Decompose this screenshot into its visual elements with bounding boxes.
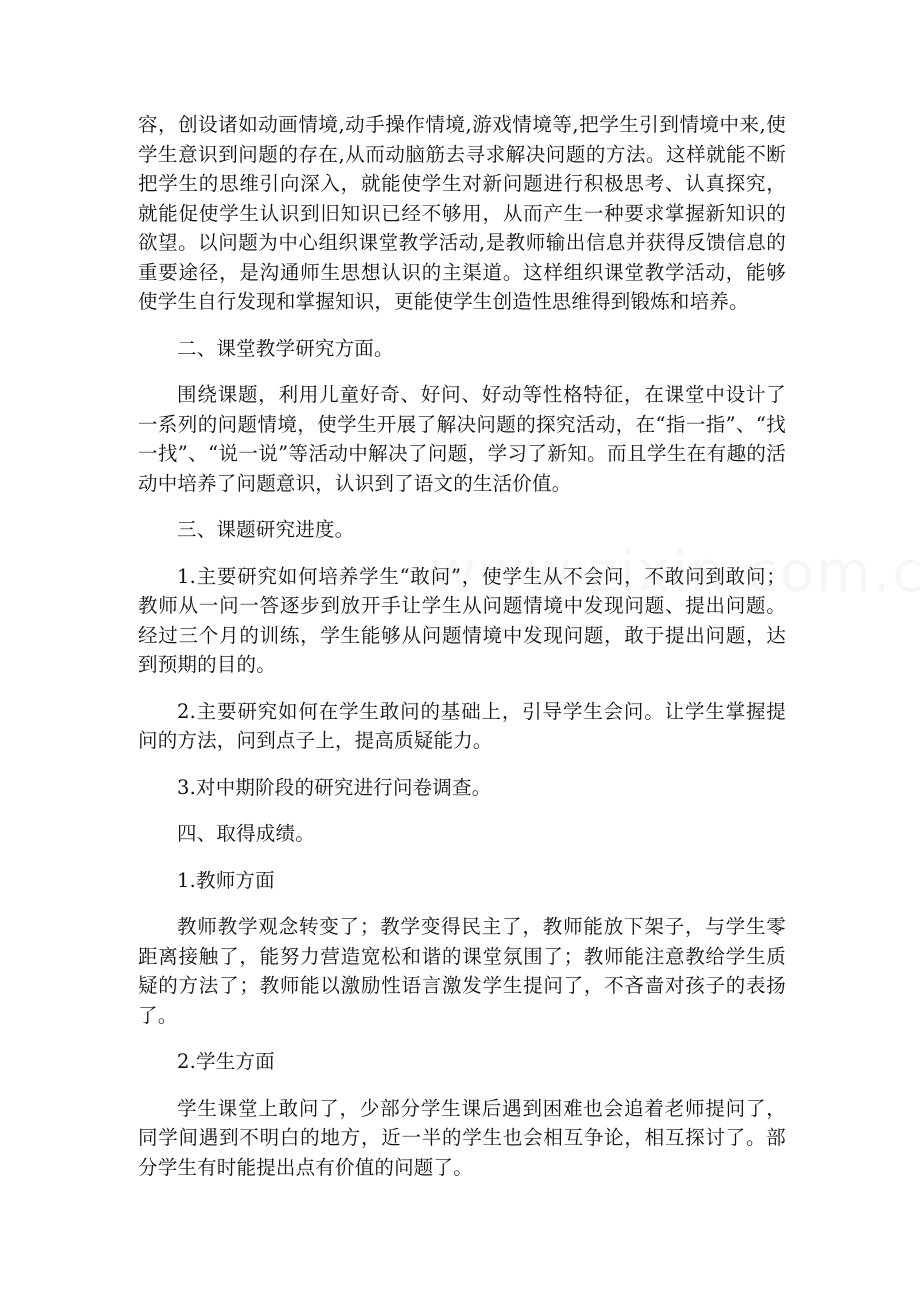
subheading-students: 2.学生方面 <box>177 1050 275 1073</box>
paragraph-continuation: 容，创设诸如动画情境,动手操作情境,游戏情境等,把学生引到情境中来,使学生意识到问题的存在,从而动脑筋去寻求解决问题的方法。这样就能不断把学生的思维引向深入，就能使学生对新问题进行积极思考、认真探究，就能促使学生认识到旧知识已经不够用，从而产生一种要求掌握新知识的欲望。以问题为中心组织课堂教学活动,是教师输出信息并获得反馈信息的重要途径，是沟通师生思想认识的主渠道。这样组织课堂教学活动，能够使学生自行发现和掌握知识，更能使学生创造性思维得到锻炼和培养。 <box>138 113 786 313</box>
document-page <box>138 110 786 1199</box>
subheading-teachers: 1.教师方面 <box>177 868 275 892</box>
paragraph-teachers: 教师教学观念转变了；教学变得民主了，教师能放下架子，与学生零距离接触了，能努力营造宽松和谐的课堂氛围了；教师能注意教给学生质疑的方法了；教师能以激励性语言激发学生提问了，不吝啬对孩子的表扬了。 <box>138 915 786 1027</box>
paragraph-research-methods: 围绕课题，利用儿童好奇、好问、好动等性格特征，在课堂中设计了一系列的问题情境，使学生开展了解决问题的探究活动，在“指一指”、“找一找”、“说一说”等活动中解决了问题，学习了新知。而且学生在有趣的活动中培养了问题意识，认识到了语文的生活价值。 <box>138 383 786 495</box>
progress-item-1: 1.主要研究如何培养学生“敢问”，使学生从不会问，不敢问到敢问；教师从一问一答逐步到放开手让学生从问题情境中发现问题、提出问题。经过三个月的训练，学生能够从问题情境中发现问题，敢于提出问题，达到预期的目的。 <box>138 564 786 676</box>
section-heading-results: 四、取得成绩。 <box>177 822 315 845</box>
progress-item-2: 2.主要研究如何在学生敢问的基础上，引导学生会问。让学生掌握提问的方法，问到点子上，提高质疑能力。 <box>138 699 786 752</box>
section-heading-research-methods: 二、课堂教学研究方面。 <box>177 336 394 360</box>
progress-item-3: 3.对中期阶段的研究进行问卷调查。 <box>177 775 492 799</box>
section-heading-progress: 三、课题研究进度。 <box>177 518 355 541</box>
paragraph-students: 学生课堂上敢问了，少部分学生课后遇到困难也会追着老师提问了，同学间遇到不明白的地方，近一半的学生也会相互争论，相互探讨了。部分学生有时能提出点有价值的问题了。 <box>138 1096 786 1179</box>
